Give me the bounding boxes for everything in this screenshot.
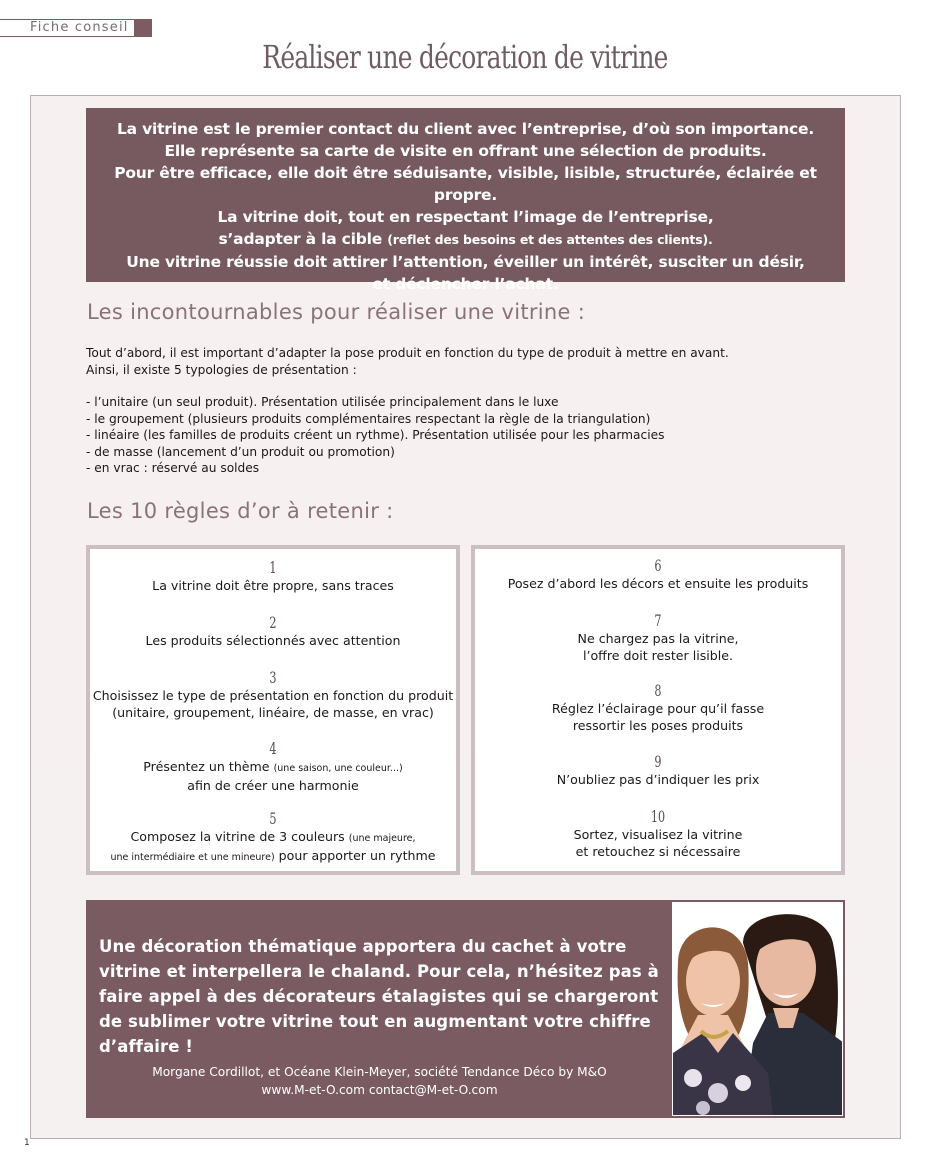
intro-line: Pour être efficace, elle doit être séduisante, visible, lisible, structurée, éclairée et propre. bbox=[114, 164, 817, 204]
rule-number: 3 bbox=[269, 668, 277, 687]
rule-number: 9 bbox=[654, 752, 662, 771]
rule-text: et retouchez si nécessaire bbox=[575, 844, 741, 859]
rule-text: Sortez, visualisez la vitrine bbox=[573, 827, 743, 842]
rule-text: Réglez l’éclairage pour qu’il fasse bbox=[551, 701, 765, 716]
rule-item bbox=[475, 753, 841, 788]
paragraph-line: Tout d’abord, il est important d’adapter la pose produit en fonction du type de produit à mettre en avant. bbox=[86, 346, 729, 360]
intro-line: La vitrine est le premier contact du client avec l’entreprise, d’où son importance. bbox=[116, 120, 815, 138]
rule-item bbox=[90, 810, 456, 866]
credit-contact: www.M-et-O.com contact@M-et-O.com bbox=[261, 1083, 498, 1097]
rule-text bbox=[90, 758, 456, 777]
authors-photo bbox=[672, 902, 843, 1116]
fiche-conseil-tag bbox=[0, 19, 152, 37]
rule-text: Les produits sélectionnés avec attention bbox=[145, 633, 401, 648]
rule-text-note: une intermédiaire et une mineure) bbox=[110, 852, 275, 863]
page-title: Réaliser une décoration de vitrine bbox=[262, 38, 668, 76]
rules-box-left bbox=[86, 545, 460, 875]
intro-line: Une vitrine réussie doit attirer l’attention, éveiller un intérêt, susciter un désir, bbox=[126, 253, 805, 271]
page-number: 1 bbox=[24, 1138, 30, 1148]
rule-number: 4 bbox=[269, 739, 277, 758]
rule-number: 10 bbox=[650, 807, 666, 826]
list-item: - linéaire (les familles de produits créent un rythme). Présentation utilisée pour les pharmacies bbox=[86, 428, 665, 442]
rule-number: 8 bbox=[654, 681, 662, 700]
intro-line-note: (reflet des besoins et des attentes des clients). bbox=[387, 232, 713, 247]
rule-number: 7 bbox=[654, 611, 662, 630]
rule-item bbox=[90, 614, 456, 649]
rule-item bbox=[475, 612, 841, 664]
rule-number: 2 bbox=[269, 613, 277, 632]
intro-paragraph bbox=[86, 345, 729, 378]
rule-item bbox=[475, 808, 841, 860]
rule-item bbox=[90, 669, 456, 721]
intro-line: Elle représente sa carte de visite en offrant une sélection de produits. bbox=[164, 142, 767, 160]
list-item: - l’unitaire (un seul produit). Présentation utilisée principalement dans le luxe bbox=[86, 395, 559, 409]
list-item: - de masse (lancement d’un produit ou promotion) bbox=[86, 444, 395, 459]
rule-text bbox=[90, 828, 456, 847]
intro-box bbox=[86, 108, 845, 293]
rule-item bbox=[90, 559, 456, 594]
list-item: - en vrac : réservé au soldes bbox=[86, 461, 260, 475]
paragraph-line: Ainsi, il existe 5 typologies de présentation : bbox=[86, 362, 357, 377]
rule-text bbox=[90, 847, 456, 866]
credit bbox=[86, 1063, 673, 1099]
rule-text: l’offre doit rester lisible. bbox=[582, 648, 734, 663]
credit-names: Morgane Cordillot, et Océane Klein-Meyer, société Tendance Déco by M&O bbox=[152, 1065, 607, 1079]
rule-text-note: (une saison, une couleur...) bbox=[273, 763, 403, 774]
rule-text: Ne chargez pas la vitrine, bbox=[577, 631, 739, 646]
rule-text: (unitaire, groupement, linéaire, de masse, en vrac) bbox=[112, 705, 434, 720]
rules-box-right bbox=[471, 545, 845, 875]
rule-item bbox=[475, 557, 841, 592]
rule-number: 1 bbox=[269, 558, 277, 577]
list-item: - le groupement (plusieurs produits complémentaires respectant la règle de la triangulation) bbox=[86, 411, 651, 426]
tag-accent-block bbox=[134, 20, 152, 36]
intro-line bbox=[86, 228, 845, 251]
intro-line: La vitrine doit, tout en respectant l’image de l’entreprise, bbox=[217, 208, 714, 226]
typology-list bbox=[86, 394, 664, 477]
rule-text: Choisissez le type de présentation en fonction du produit bbox=[92, 688, 454, 703]
section-heading-regles: Les 10 règles d’or à retenir : bbox=[87, 499, 394, 523]
rule-text: La vitrine doit être propre, sans traces bbox=[152, 578, 394, 593]
tag-label: Fiche conseil bbox=[30, 20, 129, 35]
rule-text: afin de créer une harmonie bbox=[187, 778, 359, 793]
rule-text-main: Composez la vitrine de 3 couleurs bbox=[130, 829, 349, 844]
rule-text-note: (une majeure, bbox=[348, 833, 416, 844]
rule-number: 5 bbox=[269, 809, 277, 828]
intro-line: et déclencher l’achat. bbox=[372, 275, 559, 293]
rule-text: ressortir les poses produits bbox=[572, 718, 744, 733]
authors-photo-illustration bbox=[673, 903, 843, 1116]
rule-text-main: Présentez un thème bbox=[143, 759, 274, 774]
rule-text-main: pour apporter un rythme bbox=[274, 848, 436, 863]
rule-item bbox=[475, 682, 841, 734]
intro-line-main: s’adapter à la cible bbox=[218, 230, 388, 248]
rule-number: 6 bbox=[654, 556, 662, 575]
rule-text: N’oubliez pas d’indiquer les prix bbox=[556, 772, 760, 787]
outro-text: Une décoration thématique apportera du cachet à votre vitrine et interpellera le chaland. Pour cela, n’hésitez pas à faire appel à des décorateurs étalagistes qui se chargeront de sublimer votre vitrine tout en augmentant votre chiffre d’affaire ! bbox=[99, 937, 659, 1056]
rule-text: Posez d’abord les décors et ensuite les produits bbox=[507, 576, 809, 591]
section-heading-incontournables: Les incontournables pour réaliser une vitrine : bbox=[87, 300, 586, 324]
rule-item bbox=[90, 740, 456, 794]
